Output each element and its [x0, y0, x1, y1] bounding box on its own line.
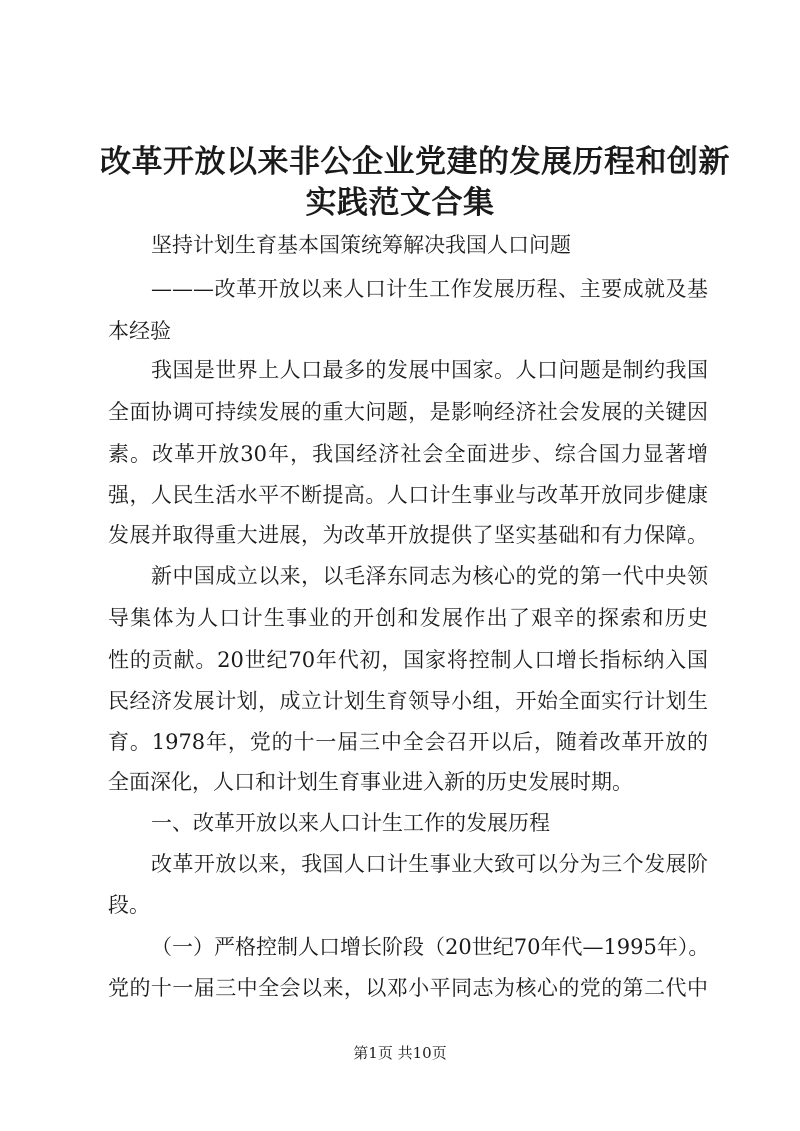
text-line: 性的贡献。20世纪70年代初，国家将控制人口增长指标纳入国 [108, 648, 708, 672]
text-line: 素。改革开放30年，我国经济社会全面进步、综合国力显著增 [108, 442, 708, 466]
text-line: 党的十一届三中全会以来，以邓小平同志为核心的党的第二代中 [108, 976, 708, 1000]
subsection-heading: （一）严格控制人口增长阶段（20世纪70年代—1995年）。 [151, 935, 710, 959]
text-line: 改革开放以来，我国人口计生事业大致可以分为三个发展阶 [151, 852, 708, 876]
text-line: 导集体为人口计生事业的开创和发展作出了艰辛的探索和历史 [108, 606, 708, 630]
section-heading: 一、改革开放以来人口计生工作的发展历程 [151, 811, 550, 835]
document-title-line-1: 改革开放以来非公企业党建的发展历程和创新 [100, 144, 730, 180]
text-line: 我国是世界上人口最多的发展中国家。人口问题是制约我国 [151, 358, 708, 382]
text-line: 新中国成立以来，以毛泽东同志为核心的党的第一代中央领 [151, 564, 708, 588]
document-title-line-2: 实践范文合集 [305, 185, 495, 221]
text-line: 育。1978年，党的十一届三中全会召开以后，随着改革开放的 [108, 730, 708, 754]
text-line: 发展并取得重大进展，为改革开放提供了坚实基础和有力保障。 [108, 523, 708, 547]
text-line: 全面协调可持续发展的重大问题，是影响经济社会发展的关键因 [108, 400, 708, 424]
subtitle-dash-line: ———改革开放以来人口计生工作发展历程、主要成就及基 [151, 277, 708, 301]
text-line: 段。 [108, 893, 150, 917]
text-line: 本经验 [108, 319, 171, 343]
text-line: 全面深化，人口和计划生育事业进入新的历史发展时期。 [108, 770, 633, 794]
page-footer: 第1页 共10页 [353, 1044, 447, 1062]
text-line: 强，人民生活水平不断提高。人口计生事业与改革开放同步健康 [108, 483, 708, 507]
text-line: 民经济发展计划，成立计划生育领导小组，开始全面实行计划生 [108, 689, 708, 713]
subtitle-line: 坚持计划生育基本国策统筹解决我国人口问题 [151, 233, 571, 257]
